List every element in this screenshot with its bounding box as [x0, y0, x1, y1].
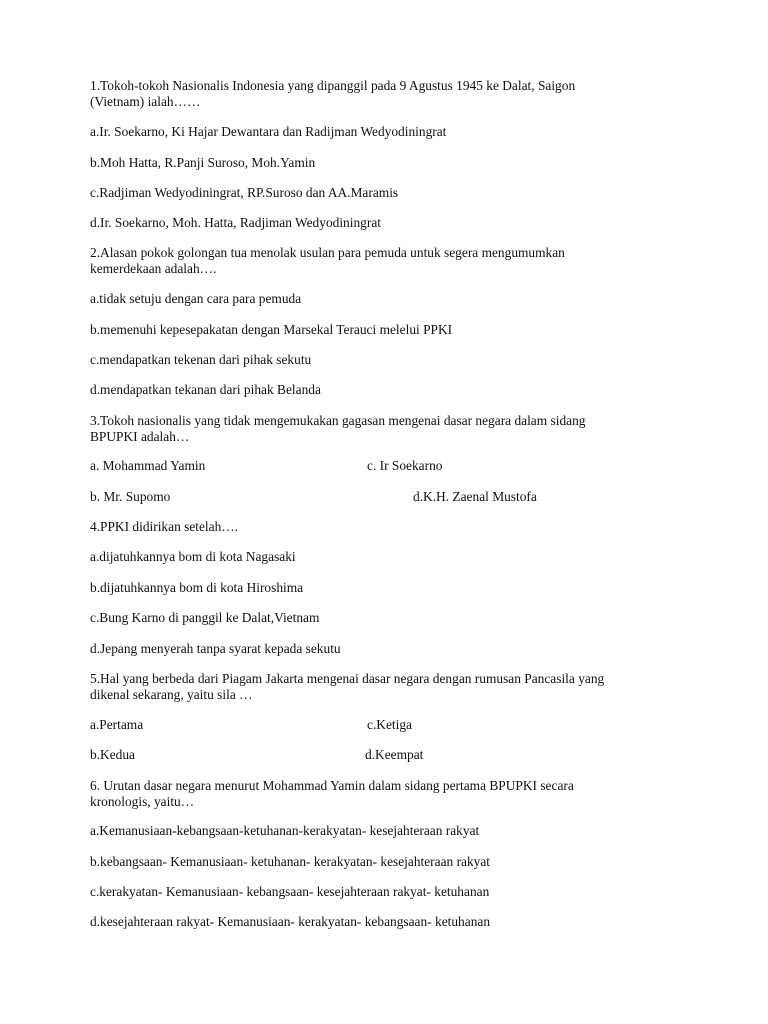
question-1-option-c: c.Radjiman Wedyodiningrat, RP.Suroso dan AA.Maramis	[90, 185, 399, 200]
question-6-stem-line-2: kronologis, yaitu…	[90, 794, 195, 809]
question-5-option-a: a.Pertama	[90, 717, 144, 732]
question-1-option-b: b.Moh Hatta, R.Panji Suroso, Moh.Yamin	[90, 155, 316, 170]
question-6-stem-line-1: 6. Urutan dasar negara menurut Mohammad Yamin dalam sidang pertama BPUPKI secara	[90, 778, 574, 793]
question-3-option-a: a. Mohammad Yamin	[90, 458, 206, 473]
question-2-stem-line-1: 2.Alasan pokok golongan tua menolak usulan para pemuda untuk segera mengumumkan	[90, 245, 565, 260]
question-4-option-a: a.dijatuhkannya bom di kota Nagasaki	[90, 549, 296, 564]
question-2-option-b: b.memenuhi kepesepakatan dengan Marsekal Terauci melelui PPKI	[90, 322, 453, 337]
question-1-option-a: a.Ir. Soekarno, Ki Hajar Dewantara dan Radijman Wedyodiningrat	[90, 124, 447, 139]
question-5-stem-line-1: 5.Hal yang berbeda dari Piagam Jakarta mengenai dasar negara dengan rumusan Pancasila yang	[90, 671, 605, 686]
question-2-option-d: d.mendapatkan tekanan dari pihak Belanda	[90, 382, 321, 397]
question-3-stem-line-2: BPUPKI adalah…	[90, 429, 190, 444]
question-5-option-b: b.Kedua	[90, 747, 135, 762]
question-5-option-d: d.Keempat	[365, 747, 424, 762]
question-6-option-c: c.kerakyatan- Kemanusiaan- kebangsaan- kesejahteraan rakyat- ketuhanan	[90, 884, 490, 899]
question-1-stem-line-1: 1.Tokoh-tokoh Nasionalis Indonesia yang dipanggil pada 9 Agustus 1945 ke Dalat, Saigon	[90, 78, 576, 93]
question-6-option-a: a.Kemanusiaan-kebangsaan-ketuhanan-kerakyatan- kesejahteraan rakyat	[90, 823, 480, 838]
question-5-stem-line-2: dikenal sekarang, yaitu sila …	[90, 687, 253, 702]
question-1-option-d: d.Ir. Soekarno, Moh. Hatta, Radjiman Wedyodiningrat	[90, 215, 381, 230]
question-6-option-b: b.kebangsaan- Kemanusiaan- ketuhanan- kerakyatan- kesejahteraan rakyat	[90, 854, 491, 869]
question-4-stem: 4.PPKI didirikan setelah….	[90, 519, 239, 534]
question-3-option-b: b. Mr. Supomo	[90, 489, 171, 504]
question-2-option-c: c.mendapatkan tekenan dari pihak sekutu	[90, 352, 312, 367]
question-3-option-d: d.K.H. Zaenal Mustofa	[413, 489, 537, 504]
question-3-stem-line-1: 3.Tokoh nasionalis yang tidak mengemukakan gagasan mengenai dasar negara dalam sidang	[90, 413, 586, 428]
question-2-stem-line-2: kemerdekaan adalah….	[90, 261, 217, 276]
question-4-option-d: d.Jepang menyerah tanpa syarat kepada sekutu	[90, 641, 341, 656]
question-6-option-d: d.kesejahteraan rakyat- Kemanusiaan- kerakyatan- kebangsaan- ketuhanan	[90, 914, 491, 929]
question-2-option-a: a.tidak setuju dengan cara para pemuda	[90, 291, 302, 306]
question-5-option-c: c.Ketiga	[367, 717, 412, 732]
question-4-option-c: c.Bung Karno di panggil ke Dalat,Vietnam	[90, 610, 320, 625]
question-3-option-c: c. Ir Soekarno	[367, 458, 443, 473]
question-1-stem-line-2: (Vietnam) ialah……	[90, 94, 201, 109]
question-4-option-b: b.dijatuhkannya bom di kota Hiroshima	[90, 580, 304, 595]
